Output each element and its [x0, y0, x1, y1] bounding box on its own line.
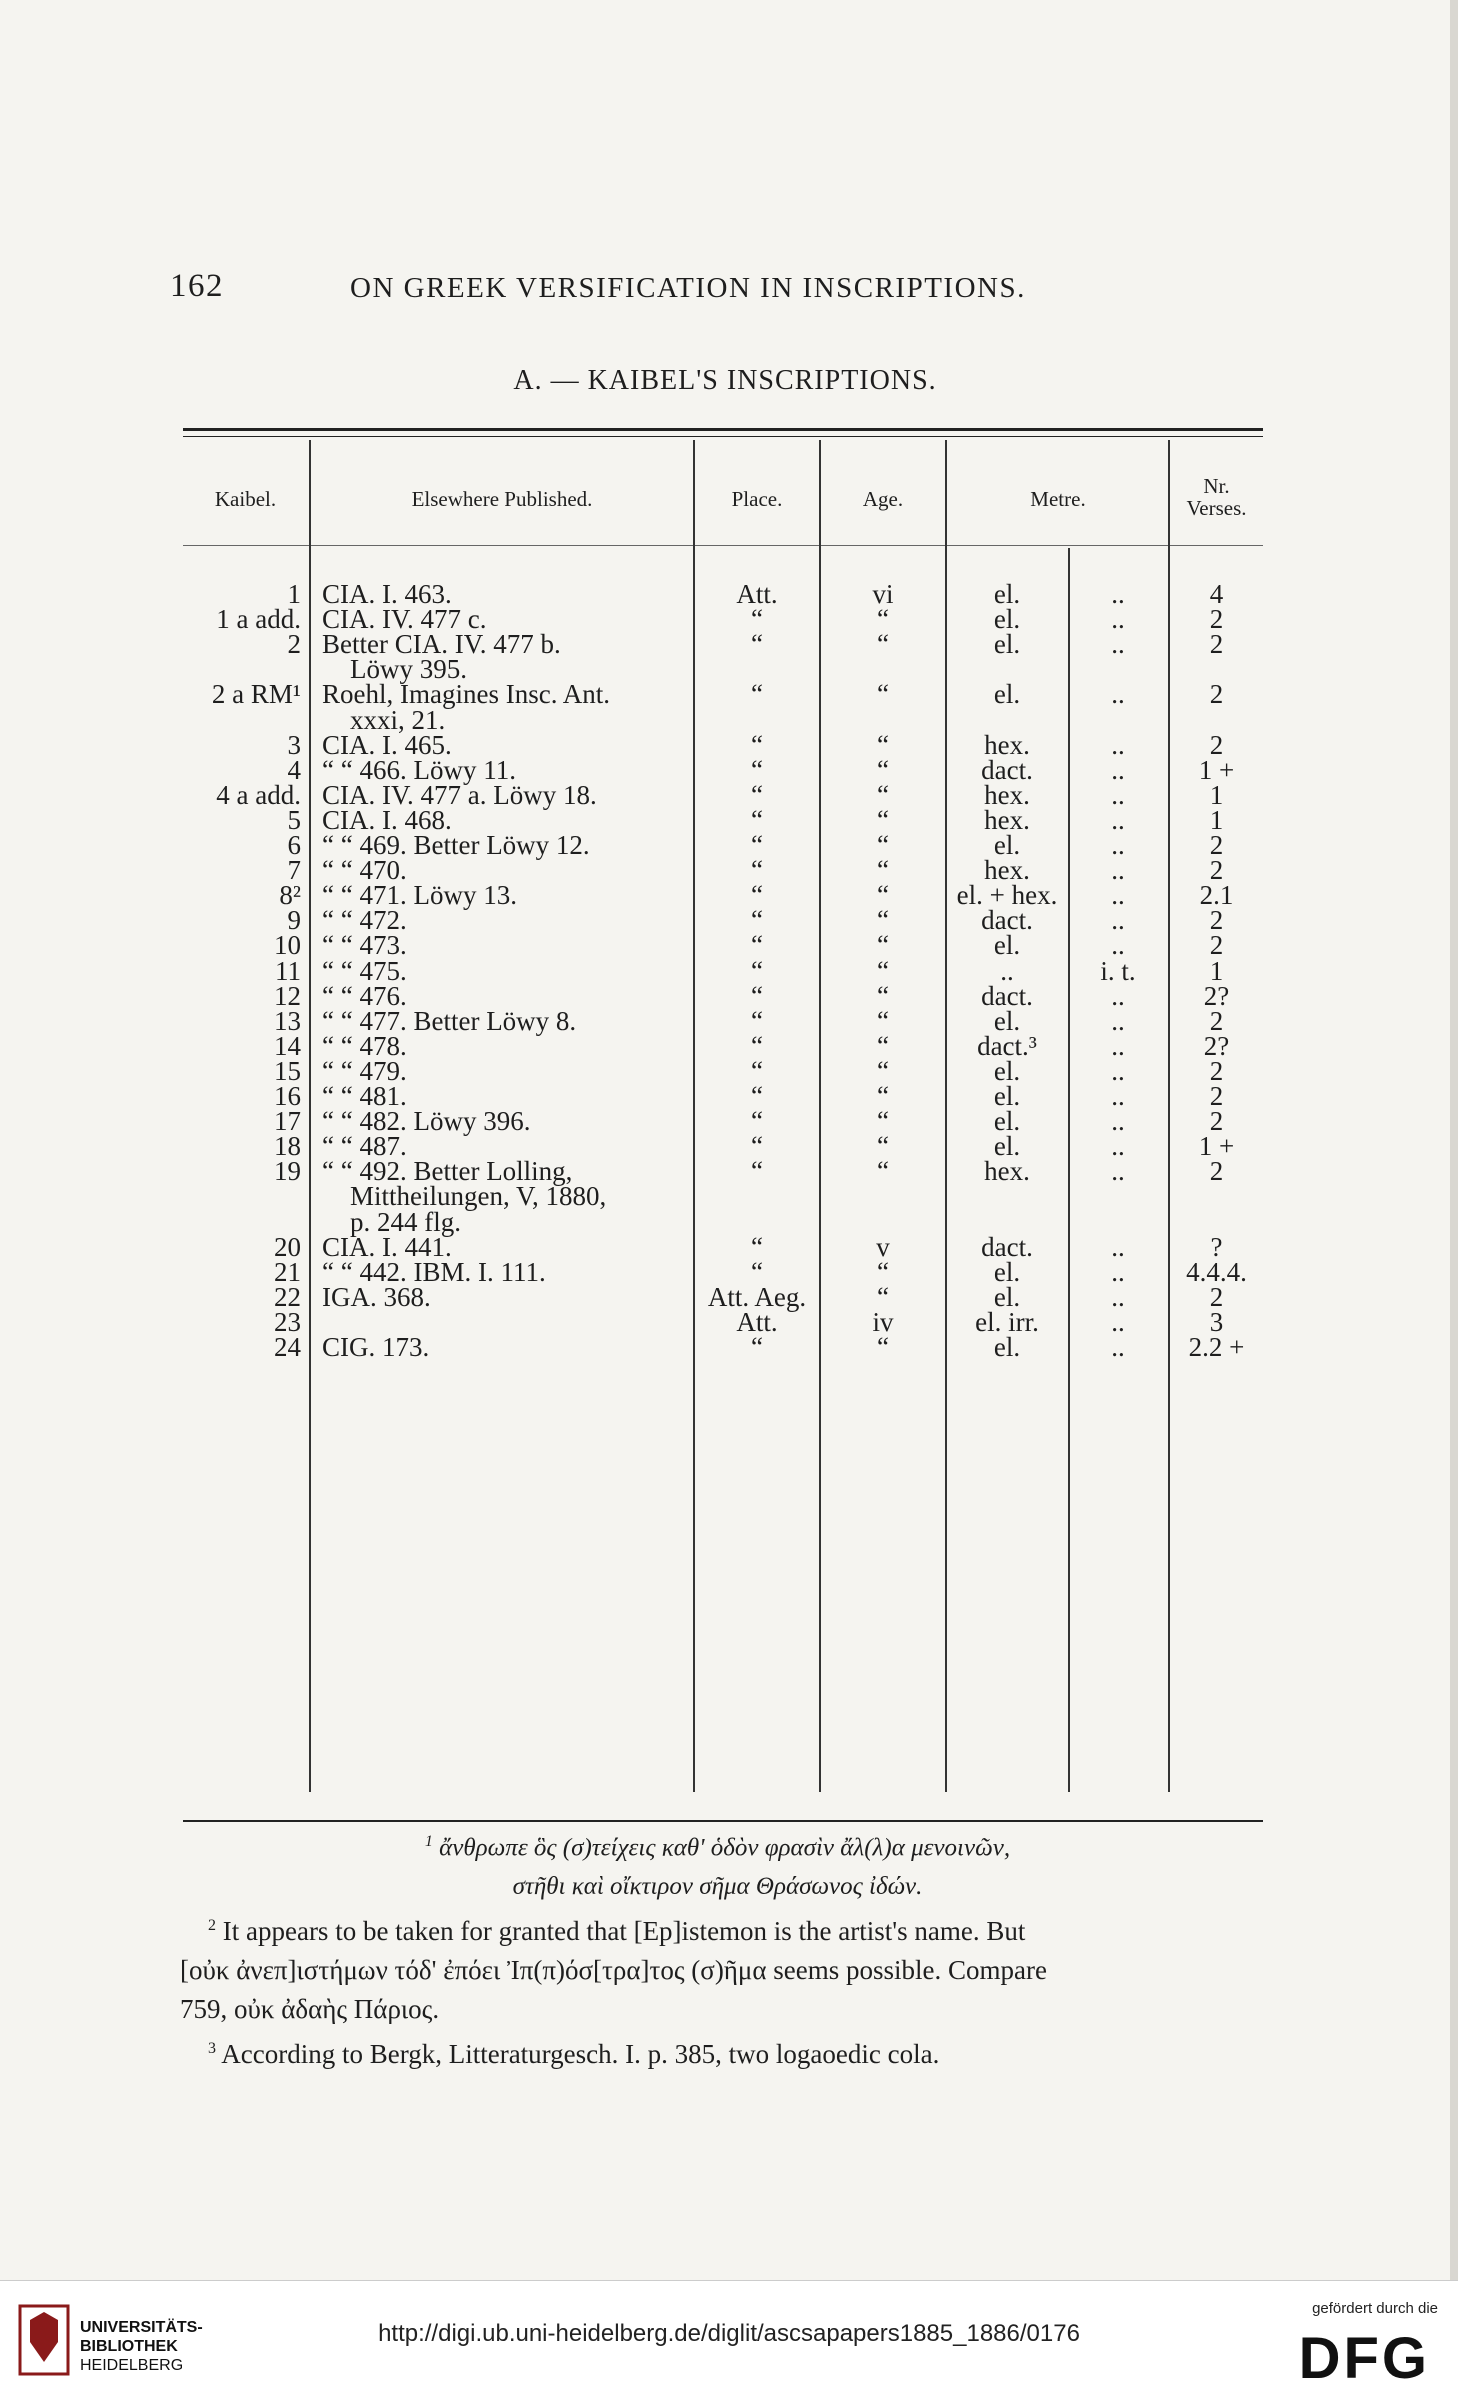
cell-age: “: [877, 1106, 889, 1137]
page-edge: [1450, 0, 1458, 2280]
cell-metre: el.: [993, 1106, 1021, 1137]
cell-age: “: [877, 980, 889, 1011]
cell-place: “: [751, 830, 763, 860]
cell-kaibel: 1: [287, 579, 301, 609]
cell-metre-note: ..: [1111, 1081, 1125, 1111]
cell-metre-note: ..: [1111, 880, 1125, 911]
cell-published: “ “ 482. Löwy 396.: [322, 1106, 531, 1137]
cell-metre: el.: [993, 1256, 1021, 1287]
footnote-1: [180, 1822, 1255, 1867]
cell-age: “: [877, 629, 889, 660]
cell-place: “: [751, 880, 763, 911]
cell-verses: 2.1: [1199, 880, 1234, 911]
cell-place: “: [751, 1332, 763, 1362]
cell-kaibel: 15: [274, 1055, 301, 1086]
cell-published: “ “ 478.: [322, 1030, 407, 1061]
cell-kaibel: 8²: [279, 880, 301, 911]
cell-kaibel: 22: [274, 1281, 301, 1312]
cell-verses: 2?: [1203, 980, 1230, 1011]
cell-place: “: [751, 1055, 763, 1086]
cell-metre-note: ..: [1111, 830, 1125, 860]
cell-published: CIA. I. 463.: [322, 579, 452, 609]
cell-verses: 4.4.4.: [1186, 1256, 1247, 1287]
cell-published: Better CIA. IV. 477 b.: [322, 629, 561, 660]
cell-verses: 2.2 +: [1188, 1332, 1245, 1362]
page-number: 162: [170, 268, 224, 304]
cell-published: “ “ 487.: [322, 1131, 407, 1162]
cell-metre: hex.: [984, 1156, 1030, 1187]
footnote-2-cont: [180, 1951, 1255, 1990]
cell-metre: el.: [993, 930, 1021, 961]
cell-verses: 2?: [1203, 1030, 1230, 1061]
cell-kaibel: 4 a add.: [216, 779, 301, 810]
cell-metre: el.: [993, 604, 1021, 635]
footnote-2-text2: [οὐκ ἀνεπ]ιστήμων τόδ' ἐπόει Ἰπ(π)όσ[τρα]τος (σ)ῆμα seems possible. Compare: [180, 1955, 1048, 1986]
cell-metre-note: ..: [1111, 1306, 1125, 1337]
cell-age: “: [877, 1030, 889, 1061]
cell-age: iv: [872, 1306, 894, 1337]
cell-published: p. 244 flg.: [350, 1206, 461, 1237]
cell-published: “ “ 475.: [322, 955, 407, 986]
cell-age: “: [877, 955, 889, 986]
cell-place: “: [751, 955, 763, 986]
cell-age: “: [877, 1281, 889, 1312]
cell-age: “: [877, 804, 889, 835]
cell-verses: 2: [1209, 905, 1224, 936]
cell-kaibel: 1 a add.: [216, 604, 301, 635]
cell-age: “: [877, 855, 889, 886]
cell-verses: 4: [1209, 579, 1224, 609]
cell-published: “ “ 473.: [322, 930, 407, 961]
dfg-logo: DFG: [1298, 2326, 1430, 2391]
cell-verses: 2: [1209, 679, 1224, 710]
cell-metre-note: ..: [1111, 804, 1125, 835]
cell-kaibel: 24: [274, 1332, 301, 1362]
cell-place: “: [751, 1030, 763, 1061]
cell-metre-note: ..: [1111, 1231, 1125, 1262]
cell-verses: 2: [1209, 604, 1224, 635]
cell-verses: 2: [1209, 729, 1224, 760]
cell-metre-note: ..: [1111, 1030, 1125, 1061]
cell-published: “ “ 477. Better Löwy 8.: [322, 1005, 577, 1036]
cell-age: “: [877, 880, 889, 911]
cell-verses: 2: [1209, 1081, 1224, 1111]
cell-age: “: [877, 679, 889, 710]
cell-place: “: [751, 1005, 763, 1036]
cell-kaibel: 19: [274, 1156, 301, 1187]
col-header-verses-nr: Nr.: [1203, 474, 1230, 498]
cell-kaibel: 10: [274, 930, 301, 961]
cell-published: Roehl, Imagines Insc. Ant.: [322, 679, 610, 710]
cell-place: Att.: [736, 579, 778, 609]
cell-verses: 2: [1209, 1156, 1224, 1187]
col-header-kaibel: Kaibel.: [214, 487, 277, 511]
cell-age: “: [877, 754, 889, 785]
cell-verses: 2: [1209, 1106, 1224, 1137]
cell-metre: dact.³: [977, 1030, 1037, 1061]
cell-metre-note: ..: [1111, 1131, 1125, 1162]
col-header-verses-label: Verses.: [1186, 496, 1247, 520]
cell-verses: 1 +: [1198, 1131, 1235, 1162]
cell-metre: el.: [993, 830, 1021, 860]
cell-metre: el.: [993, 1055, 1021, 1086]
cell-kaibel: 14: [274, 1030, 301, 1061]
cell-age: “: [877, 1005, 889, 1036]
cell-metre-note: ..: [1111, 905, 1125, 936]
cell-kaibel: 11: [275, 955, 301, 986]
cell-kaibel: 3: [287, 729, 301, 760]
col-header-place: Place.: [731, 487, 783, 511]
cell-metre: el.: [993, 1332, 1021, 1362]
cell-age: “: [877, 830, 889, 860]
footnote-1-cont: [180, 1867, 1255, 1906]
source-url[interactable]: http://digi.ub.uni-heidelberg.de/diglit/ascsapapers1885_1886/0176: [378, 2320, 1080, 2347]
cell-kaibel: 7: [287, 855, 301, 886]
section-title: A. — KAIBEL'S INSCRIPTIONS.: [513, 365, 937, 396]
cell-metre: dact.: [981, 754, 1033, 785]
cell-kaibel: 9: [287, 905, 301, 936]
cell-metre-note: ..: [1111, 1281, 1125, 1312]
cell-place: “: [751, 1256, 763, 1287]
cell-metre-note: ..: [1111, 629, 1125, 660]
cell-place: Att. Aeg.: [707, 1281, 807, 1312]
cell-published: “ “ 472.: [322, 905, 407, 936]
cell-verses: ?: [1210, 1231, 1223, 1262]
footnote-3-text: According to Bergk, Litteraturgesch. I. p. 385, two logaoedic cola.: [221, 2039, 940, 2070]
funding-caption: gefördert durch die: [1312, 2300, 1438, 2317]
cell-kaibel: 21: [274, 1256, 301, 1287]
cell-kaibel: 2: [287, 629, 301, 660]
cell-place: “: [751, 804, 763, 835]
cell-kaibel: 5: [287, 804, 301, 835]
cell-metre: el.: [993, 579, 1021, 609]
footnotes: [180, 1822, 1255, 2074]
cell-metre: el.: [993, 679, 1021, 710]
cell-age: vi: [872, 579, 894, 609]
cell-metre-note: ..: [1111, 1332, 1125, 1362]
cell-age: “: [877, 905, 889, 936]
cell-published: CIA. IV. 477 c.: [322, 604, 487, 635]
cell-metre-note: ..: [1111, 729, 1125, 760]
footnote-2-text1: It appears to be taken for granted that [Ep]istemon is the artist's name. But: [222, 1916, 1026, 1947]
cell-metre: dact.: [981, 905, 1033, 936]
cell-age: “: [877, 729, 889, 760]
cell-place: “: [751, 729, 763, 760]
cell-metre-note: ..: [1111, 1106, 1125, 1137]
cell-metre-note: ..: [1111, 779, 1125, 810]
cell-place: “: [751, 629, 763, 660]
cell-place: “: [751, 930, 763, 961]
cell-published: “ “ 442. IBM. I. 111.: [322, 1256, 546, 1287]
cell-age: “: [877, 930, 889, 961]
cell-place: “: [751, 1106, 763, 1137]
cell-kaibel: 20: [274, 1231, 301, 1262]
cell-metre: dact.: [981, 980, 1033, 1011]
cell-metre-note: ..: [1111, 1055, 1125, 1086]
cell-published: “ “ 481.: [322, 1081, 407, 1111]
cell-metre-note: ..: [1111, 579, 1125, 609]
cell-verses: 2: [1209, 830, 1224, 860]
cell-metre: el.: [993, 1005, 1021, 1036]
library-name-line2: BIBLIOTHEK: [80, 2338, 178, 2355]
cell-place: Att.: [736, 1306, 778, 1337]
cell-metre-note: ..: [1111, 754, 1125, 785]
cell-verses: 2: [1209, 1005, 1224, 1036]
cell-metre-note: ..: [1111, 930, 1125, 961]
cell-place: “: [751, 855, 763, 886]
cell-metre: el.: [993, 629, 1021, 660]
cell-published: IGA. 368.: [322, 1281, 431, 1312]
footnote-2-cont2: [180, 1990, 1255, 2029]
cell-place: “: [751, 1231, 763, 1262]
footnote-3-mark: 3: [208, 2040, 216, 2058]
col-header-published: Elsewhere Published.: [411, 487, 593, 511]
cell-published: “ “ 492. Better Lolling,: [322, 1156, 573, 1187]
cell-age: “: [877, 1256, 889, 1287]
footnote-1-line1: ἄνθρωπε ὃς (σ)τείχεις καθ' ὁδὸν φρασὶν ἄλ(λ)α μενοινῶν,: [439, 1834, 1011, 1862]
col-header-age: Age.: [862, 487, 904, 511]
cell-published: CIG. 173.: [322, 1332, 430, 1362]
cell-place: “: [751, 980, 763, 1011]
cell-age: “: [877, 1332, 889, 1362]
cell-metre-note: ..: [1111, 679, 1125, 710]
cell-verses: 2: [1209, 629, 1224, 660]
library-name-line1: UNIVERSITÄTS-: [80, 2319, 203, 2336]
cell-age: “: [877, 779, 889, 810]
footnote-2-mark: 2: [208, 1917, 216, 1935]
cell-age: “: [877, 1055, 889, 1086]
cell-metre-note: ..: [1111, 855, 1125, 886]
running-title: ON GREEK VERSIFICATION IN INSCRIPTIONS.: [350, 272, 1026, 304]
cell-age: “: [877, 1081, 889, 1111]
cell-published: Löwy 395.: [350, 654, 467, 685]
cell-metre: el.: [993, 1131, 1021, 1162]
cell-place: “: [751, 905, 763, 936]
cell-verses: 2: [1209, 1281, 1224, 1312]
cell-place: “: [751, 754, 763, 785]
footnote-1-line2: στῆθι καὶ οἴκτιρον σῆμα Θράσωνος ἰδών.: [512, 1873, 923, 1901]
cell-published: CIA. IV. 477 a. Löwy 18.: [322, 779, 597, 810]
library-name-line3: HEIDELBERG: [80, 2357, 184, 2374]
footnote-2: [180, 1906, 1255, 1951]
cell-verses: 1: [1209, 779, 1224, 810]
cell-metre-note: ..: [1111, 604, 1125, 635]
cell-age: “: [877, 1131, 889, 1162]
cell-published: “ “ 479.: [322, 1055, 407, 1086]
cell-metre: el.: [993, 1081, 1021, 1111]
cell-metre: el. + hex.: [956, 880, 1058, 911]
cell-verses: 3: [1209, 1306, 1224, 1337]
cell-place: “: [751, 1156, 763, 1187]
cell-age: v: [876, 1231, 890, 1262]
cell-kaibel: 6: [287, 830, 301, 860]
cell-metre: hex.: [984, 804, 1030, 835]
cell-metre-note: i. t.: [1100, 955, 1136, 986]
cell-published: Mittheilungen, V, 1880,: [350, 1181, 607, 1212]
cell-kaibel: 23: [274, 1306, 301, 1337]
cell-kaibel: 12: [274, 980, 301, 1011]
cell-verses: 1 +: [1198, 754, 1235, 785]
cell-place: “: [751, 604, 763, 635]
cell-age: “: [877, 1156, 889, 1187]
cell-metre: hex.: [984, 729, 1030, 760]
cell-published: CIA. I. 465.: [322, 729, 452, 760]
cell-place: “: [751, 1131, 763, 1162]
cell-verses: 1: [1209, 804, 1224, 835]
cell-metre: dact.: [981, 1231, 1033, 1262]
cell-published: “ “ 469. Better Löwy 12.: [322, 830, 590, 860]
cell-metre-note: ..: [1111, 1156, 1125, 1187]
cell-metre-note: ..: [1111, 980, 1125, 1011]
cell-published: “ “ 470.: [322, 855, 407, 886]
footnote-2-text3: 759, οὐκ ἀδαὴς Πάριος.: [180, 1994, 440, 2025]
cell-kaibel: 17: [274, 1106, 301, 1137]
cell-metre: el. irr.: [975, 1306, 1039, 1337]
cell-published: “ “ 471. Löwy 13.: [322, 880, 517, 911]
cell-place: “: [751, 1081, 763, 1111]
footnote-3: [180, 2029, 1255, 2074]
cell-verses: 1: [1209, 955, 1224, 986]
col-header-metre: Metre.: [1030, 487, 1086, 511]
footnote-1-mark: 1: [424, 1833, 433, 1850]
cell-metre-note: ..: [1111, 1005, 1125, 1036]
cell-kaibel: 2 a RM¹: [211, 679, 301, 710]
cell-kaibel: 13: [274, 1005, 301, 1036]
cell-verses: 2: [1209, 855, 1224, 886]
cell-kaibel: 16: [274, 1081, 301, 1111]
cell-published: xxxi, 21.: [350, 704, 446, 735]
cell-metre: ..: [1000, 955, 1014, 986]
cell-place: “: [751, 679, 763, 710]
cell-metre: el.: [993, 1281, 1021, 1312]
cell-published: “ “ 476.: [322, 980, 407, 1011]
cell-kaibel: 18: [274, 1131, 301, 1162]
cell-age: “: [877, 604, 889, 635]
cell-kaibel: 4: [287, 754, 301, 785]
cell-published: “ “ 466. Löwy 11.: [322, 754, 516, 785]
cell-verses: 2: [1209, 1055, 1224, 1086]
cell-place: “: [751, 779, 763, 810]
cell-published: CIA. I. 441.: [322, 1231, 452, 1262]
cell-metre: hex.: [984, 855, 1030, 886]
cell-published: CIA. I. 468.: [322, 804, 452, 835]
cell-verses: 2: [1209, 930, 1224, 961]
cell-metre-note: ..: [1111, 1256, 1125, 1287]
cell-metre: hex.: [984, 779, 1030, 810]
